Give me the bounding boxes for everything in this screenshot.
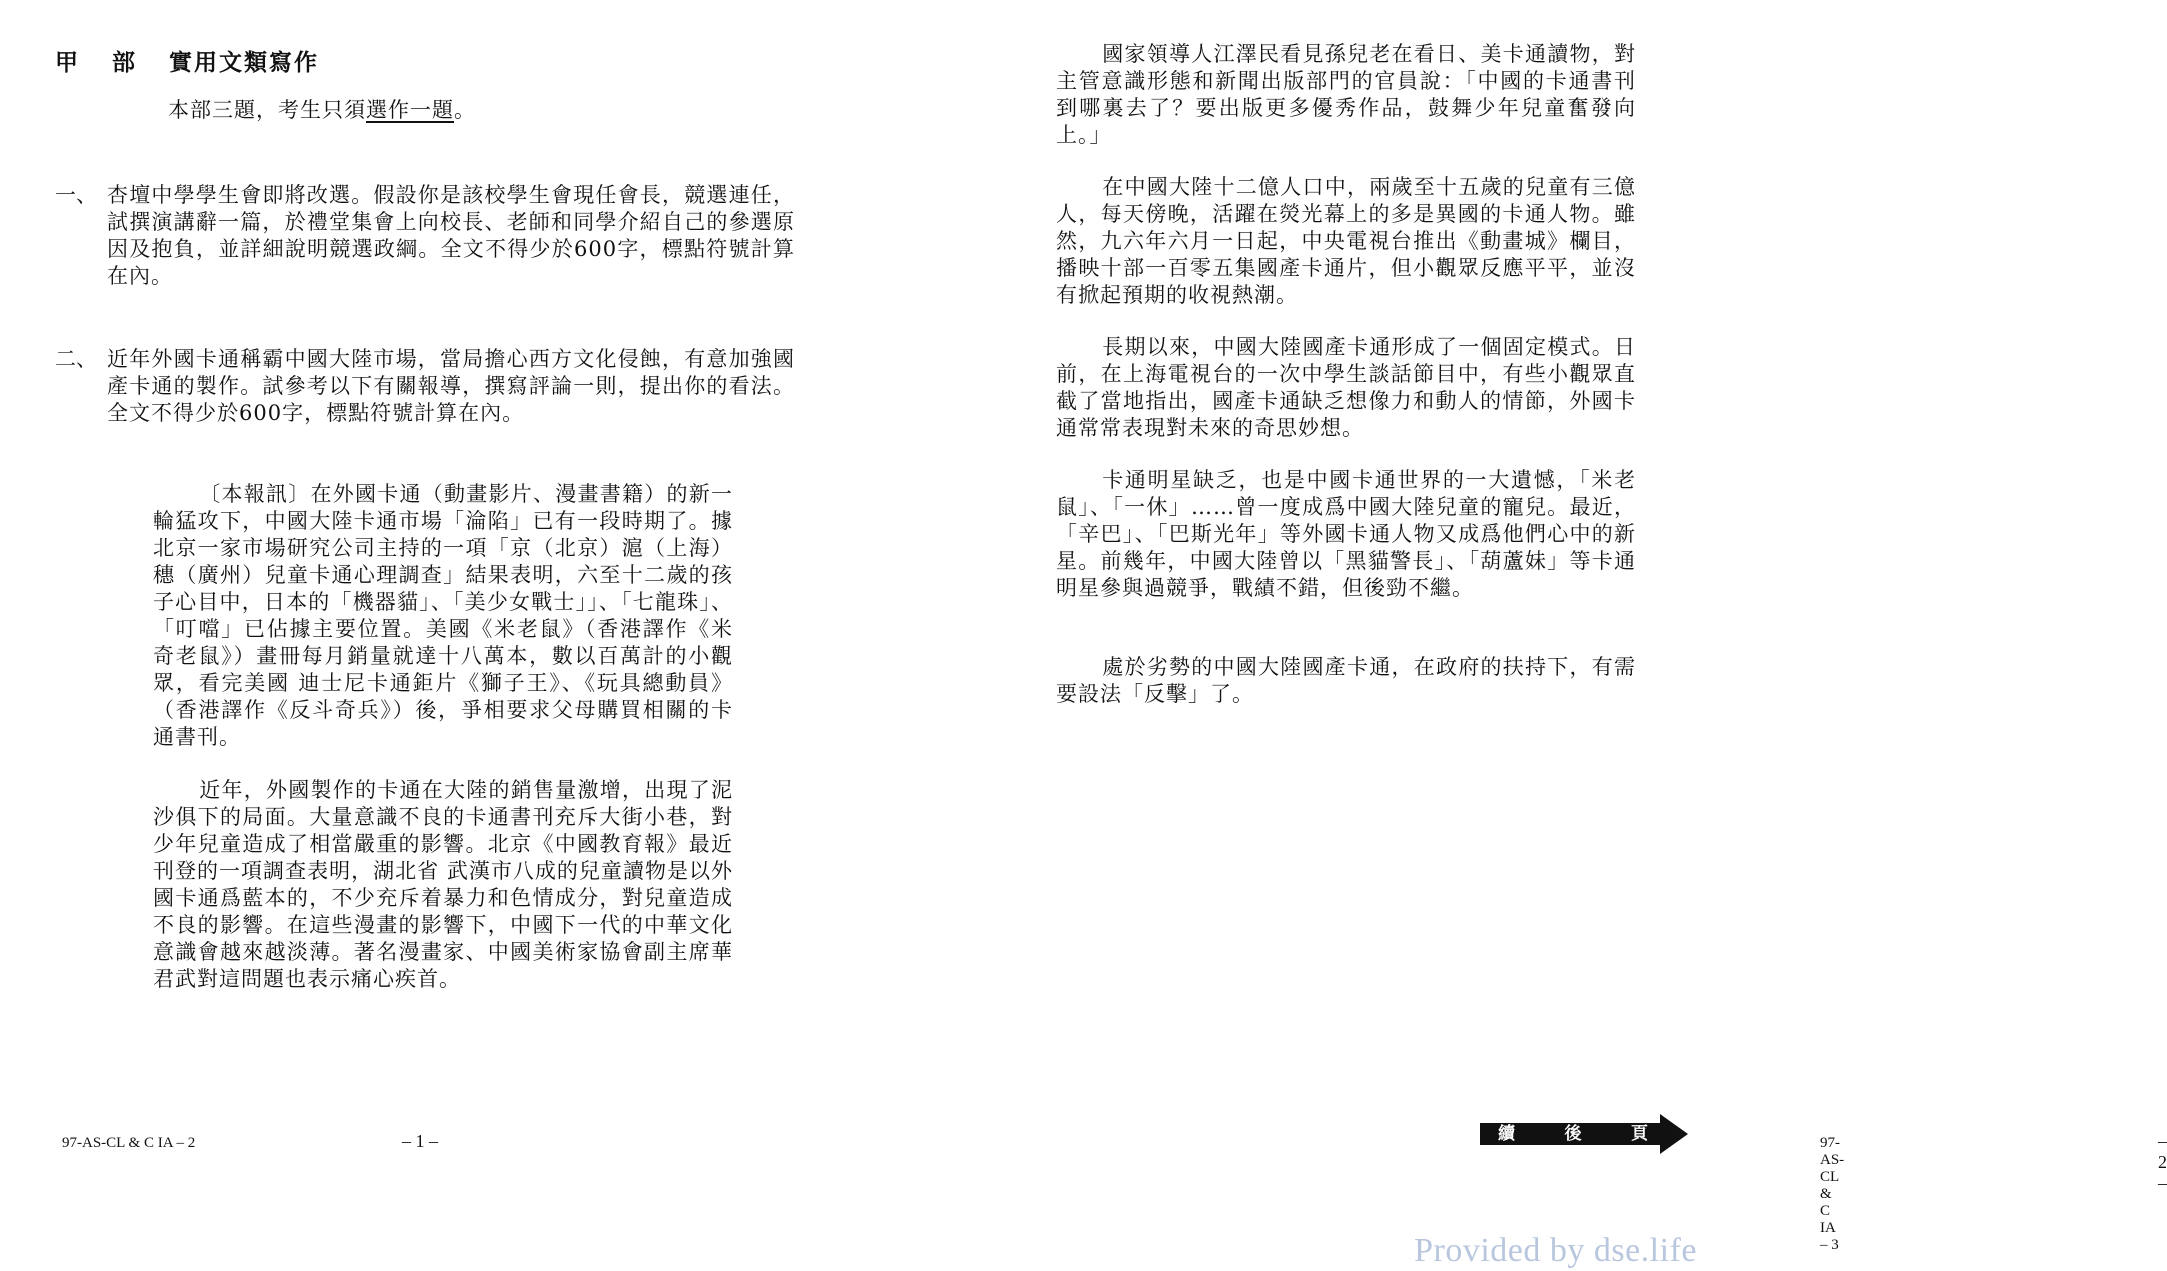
article-paragraph-7 (1056, 654, 1636, 708)
page-right (860, 0, 2167, 1271)
article-paragraph-4-text: 在中國大陸十二億人口中，兩歲至十五歲的兒童有三億人，每天傍晚，活躍在熒光幕上的多是異國的卡通人物。雖然，九六年六月一日起，中央電視台推出《動畫城》欄目，播映十部一百零五集國產卡通片，但小觀眾反應平平，並沒有掀起預期的收視熱潮。 (1056, 175, 1636, 307)
page-left (0, 0, 860, 1271)
article-paragraph-2 (153, 777, 733, 993)
article-paragraph-3 (1056, 41, 1636, 149)
question-1-number: 一、 (55, 183, 97, 207)
continue-char-2: 後 (1564, 1123, 1582, 1144)
watermark: Provided by dse.life (1414, 1232, 1697, 1269)
footer-paper-code-left: 97-AS-CL & C IA – 2 (62, 1135, 196, 1151)
question-2-number: 二、 (55, 347, 97, 371)
question-1-text: 杏壇中學學生會即將改選。假設你是該校學生會現任會長，競選連任，試撰演講辭一篇，於禮堂集會上向校長、老師和同學介紹自己的參選原因及抱負，並詳細說明競選政綱。全文不得少於600字，標點符號計算在內。 (107, 183, 795, 288)
section-heading (55, 44, 319, 77)
continue-char-1: 續 (1498, 1123, 1515, 1144)
footer-page-number-right: – 2 – (2158, 1131, 2167, 1193)
instruction-post: 。 (454, 98, 476, 122)
article-paragraph-7-text: 處於劣勢的中國大陸國產卡通，在政府的扶持下，有需要設法「反擊」了。 (1056, 655, 1636, 706)
continue-label (1498, 1120, 1648, 1142)
article-paragraph-2-text: 近年，外國製作的卡通在大陸的銷售量激增，出現了泥沙俱下的局面。大量意識不良的卡通書刊充斥大街小巷，對少年兒童造成了相當嚴重的影響。北京《中國教育報》最近刊登的一項調查表明，湖北省 武漢市八成的兒童讀物是以外國卡通爲藍本的，不少充斥着暴力和色情成分，對兒童造成不良的影響。在這些漫畫的影響下，中國下一代的中華文化意識會越來越淡薄。著名漫畫家、中國美術家協會副主席華君武對這問題也表示痛心疾首。 (153, 778, 733, 991)
instruction-emphasis: 選作一題 (366, 98, 454, 122)
article-paragraph-6-text: 卡通明星缺乏，也是中國卡通世界的一大遺憾，「米老鼠」、「一休」……曾一度成爲中國大陸兒童的寵兒。最近，「辛巴」、「巴斯光年」等外國卡通人物又成爲他們心中的新星。前幾年，中國大陸曾以「黑貓警長」、「葫蘆妹」等卡通明星參與過競爭，戰績不錯，但後勁不繼。 (1056, 468, 1636, 600)
question-1 (55, 182, 795, 290)
footer-paper-code-right: 97-AS-CL & C IA – 3 (1820, 1135, 1845, 1253)
section-label-2: 部 (112, 49, 137, 76)
continue-char-3: 頁 (1631, 1123, 1648, 1144)
section-title: 實用文類寫作 (169, 49, 319, 76)
article-paragraph-1-text: 〔本報訊〕在外國卡通（動畫影片、漫畫書籍）的新一輪猛攻下，中國大陸卡通市場「淪陷」已有一段時期了。據北京一家市場研究公司主持的一項「京（北京）滬（上海）穗（廣州）兒童卡通心理調查」結果表明，六至十二歲的孩子心目中，日本的「機器貓」、「美少女戰士」」、「七龍珠」、「叮噹」已佔據主要位置。美國《米老鼠》（香港譯作《米奇老鼠》）畫冊每月銷量就達十八萬本，數以百萬計的小觀眾，看完美國 迪士尼卡通鉅片《獅子王》、《玩具總動員》（香港譯作《反斗奇兵》）後，爭相要求父母購買相關的卡通書刊。 (153, 482, 733, 749)
article-paragraph-4 (1056, 174, 1636, 309)
instruction (168, 94, 476, 124)
article-paragraph-6 (1056, 467, 1636, 602)
article-paragraph-1 (153, 481, 733, 751)
section-label-1: 甲 (55, 49, 80, 76)
article-paragraph-3-text: 國家領導人江澤民看見孫兒老在看日、美卡通讀物，對主管意識形態和新聞出版部門的官員說：「中國的卡通書刊到哪裏去了？要出版更多優秀作品，鼓舞少年兒童奮發向上。」 (1056, 42, 1636, 147)
question-2-text: 近年外國卡通稱霸中國大陸市場，當局擔心西方文化侵蝕，有意加強國產卡通的製作。試參考以下有關報導，撰寫評論一則，提出你的看法。全文不得少於600字，標點符號計算在內。 (107, 347, 795, 425)
question-2 (55, 346, 795, 427)
continue-next-page-arrow (1480, 1114, 1690, 1156)
instruction-pre: 本部三題，考生只須 (168, 98, 366, 122)
article-paragraph-5-text: 長期以來，中國大陸國產卡通形成了一個固定模式。日前，在上海電視台的一次中學生談話節目中，有些小觀眾直截了當地指出，國產卡通缺乏想像力和動人的情節，外國卡通常常表現對未來的奇思妙想。 (1056, 335, 1636, 440)
footer-page-number-left: – 1 – (402, 1131, 438, 1151)
article-paragraph-5 (1056, 334, 1636, 442)
